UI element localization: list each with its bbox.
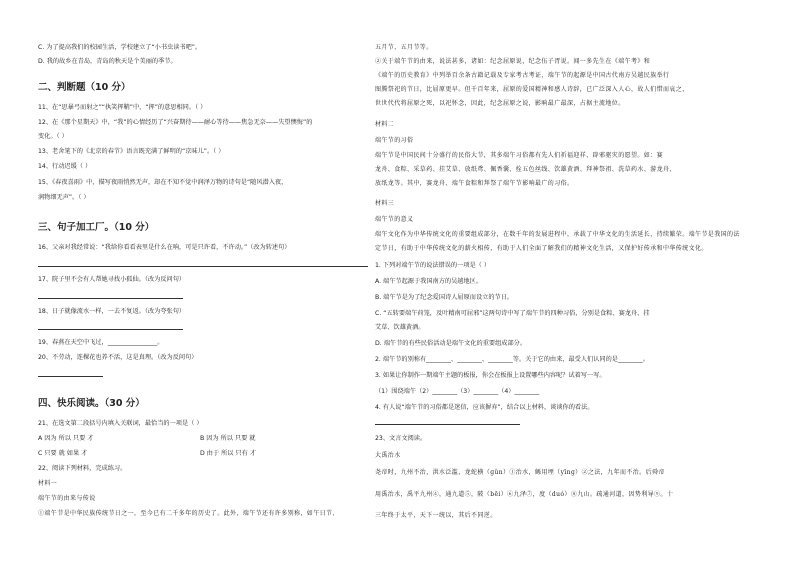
section-2-title: 二、判断题（10 分） — [38, 82, 131, 93]
text-line: 定节日，有助于中华传统文化的薪火相传，有助于人们全面了解我们的精神文化生活，又保护好传承和中华传统文化。 — [375, 245, 708, 252]
text-line: 五月节、五月节等。 — [375, 44, 433, 51]
question-15-cont: 润物细无声”。（ ） — [38, 194, 90, 201]
sub-question-4: 4. 有人说“端午节的习俗都是迷信，应该摒弃”，结合以上材料，谈谈你的看法。 — [375, 404, 594, 411]
question-15: 15、《春夜喜雨》中，描写夜雨悄然无声，却在不知不觉中润泽万物的诗句是“随风潜入夜， — [38, 179, 288, 186]
sub-option-d: D. 端午节的有些民俗活动是端午文化的重要组成部分。 — [375, 340, 527, 347]
material-1-title: 端午节的由来与传说 — [38, 495, 96, 502]
classical-text: 三年终于太平，天下一统以，其后不同逆。 — [375, 512, 497, 519]
question-23: 23、文言文阅读。 — [375, 435, 427, 442]
classical-title: 大禹治水 — [375, 452, 401, 459]
text-line: 端午文化作为中华传统文化的重要组成部分，在数千年的发展进程中，承载了中华文化的生活延长，持续繁荣。端午节是我国的法 — [375, 231, 740, 238]
sub-question-1: 1. 下列对端午节的说法错误的一项是（ ） — [375, 262, 491, 269]
option-c: C 只要 就 如果 才 — [38, 450, 88, 457]
question-11: 11、在“思暴弓而射之”“执笑挥鞘”中，“挥”的意思相同。（ ） — [38, 104, 207, 111]
text-line: 龙舟、食粽、采草药、挂艾草、放纸鸢、佩香囊、拴五色丝线、饮雄黄酒、拜神祭祖、洗草药水、游龙舟、 — [375, 166, 676, 173]
question-21: 21、在选文第二段括号内填入关联词，最恰当的一项是（ ） — [38, 420, 203, 427]
text-line: 世世代代将屈原之死，以祀怀念，因此，纪念屈原之说，影响最广最深，占据主流地位。 — [375, 100, 625, 107]
text-line: 放纸龙等。其中，赛龙舟、端午食粽和拜祭了端午节影响最广的习俗。 — [375, 180, 574, 187]
sub-option-b: B. 端午节是为了纪念爱国诗人屈原而设立的节日。 — [375, 294, 514, 301]
material-2-title: 端午节的习俗 — [375, 137, 414, 144]
text-line: 端午节是中国民间十分盛行的民俗大节，其多端午习俗都有先人们祈福迎祥、辟邪驱灾的愿望。如：赛 — [375, 152, 664, 159]
sub-option-c-cont: 艾草、饮雄黄酒。 — [375, 324, 425, 331]
question-18: 18、日子就像流水一样，一去不复返。（改为夸张句） — [38, 308, 186, 315]
question-13: 13、老舍笔下的《北京的春节》语言既充满了鲜明的“京味儿”。（ ） — [38, 148, 225, 155]
option-b: B 因为 所以 只要 就 — [200, 435, 256, 442]
section-4-title: 四、快乐阅读。（30 分） — [38, 398, 145, 409]
right-column — [375, 0, 740, 562]
left-column — [38, 0, 398, 562]
answer-line-16[interactable] — [38, 266, 368, 267]
question-17: 17、院子里不会有人帮她寻找小狐仙。（改为反问句） — [38, 276, 186, 283]
material-3-title: 端午节的意义 — [375, 216, 414, 223]
answer-line-20[interactable] — [38, 376, 103, 377]
material-2-label: 材料二 — [375, 121, 395, 128]
sub-option-a: A. 端午节起源于我国南方的吴越地区。 — [375, 278, 483, 285]
option-d: D 由于 所以 只有 才 — [200, 450, 256, 457]
answer-line-sub4[interactable] — [375, 424, 520, 425]
text-line: 图腾祭祀的节日，比屈原更早。但千百年来，屈原的爱国精神和感人诗辞，已广泛深入人心，故人们惜而哀之， — [375, 86, 689, 93]
sub-option-c: C. “五转要端午荷笼，及叶精南可屈邪”这两句诗中写了端午节的四种习俗，分别是食粽、赛龙舟、挂 — [375, 310, 650, 317]
material-1-label: 材料一 — [38, 480, 58, 487]
question-20: 20、不劳动，连棵花也养不活，这是真理。（改为反问句） — [38, 354, 198, 361]
question-14: 14、行动迟缓（ ） — [38, 163, 92, 170]
question-22: 22、阅读下列材料，完成练习。 — [38, 465, 127, 472]
answer-line-17[interactable] — [38, 298, 183, 299]
classical-text: 用禹治水，禹平九州④，通九道⑤，陂（bēi）⑥九泽⑦，度（duó）⑧九山。疏通河道，因势利导⑨。十 — [375, 491, 674, 498]
question-19: 19、春燕在天空中飞过，________________。 — [38, 339, 164, 346]
section-3-title: 三、句子加工厂。（10 分） — [38, 222, 155, 233]
material-3-label: 材料三 — [375, 200, 395, 207]
text-line: ②关于端午节的由来，说法甚多，诸如：纪念屈原说，纪念伍子胥说。闻一多先生在《端午考》和 — [375, 58, 651, 65]
option-a: A 因为 所以 只要 才 — [38, 435, 94, 442]
question-12: 12、在《那个星期天》中，“我”的心情经历了“兴奋期待——耐心等待——焦急无奈——失望懊悔”的 — [38, 119, 313, 126]
sub-question-3: 3. 如果让你制作一期端午主题的板报，你会在板报上设置哪些内容呢？试着写一写。 — [375, 372, 606, 379]
text-line: 《端午的历史教育》中列举百余条古籍记载及专家考古考证，端午节的起源是中国古代南方吴越民族举行 — [375, 72, 670, 79]
sub-question-2: 2. 端午节的别称有________、________、________等。关于它的由来，最受人们认同的是________。 — [375, 356, 649, 363]
classical-text: 尧帝时，九州不治，洪水泛滥，龙蛇横（ɡǔn）①治水，鲧用堙（yīnɡ）②之法，九年而不治。后舜帝 — [375, 469, 665, 476]
option-c-line: C. 为了提高我们的校园生活，学校建立了“小书虫读书吧”。 — [38, 44, 202, 51]
option-d-line: D. 我的故乡在青岛，青岛的秋天是个美丽的季节。 — [38, 58, 177, 65]
answer-line-18[interactable] — [38, 329, 183, 330]
sub-question-3-answers[interactable]: （1）围绕端午（2）________（3）________（4）________ — [375, 388, 540, 395]
question-12-cont: 变化。（ ） — [38, 133, 68, 140]
material-1-text: ①端午节是中华民族传统节日之一，至今已有二千多年的历史了。此外，端午节还有许多别称，如午日节、 — [38, 510, 339, 517]
question-16: 16、父亲对我经常说：“我给你看看表里是什么在响，可是只许看，不许动。”（改为转述句） — [38, 244, 291, 251]
